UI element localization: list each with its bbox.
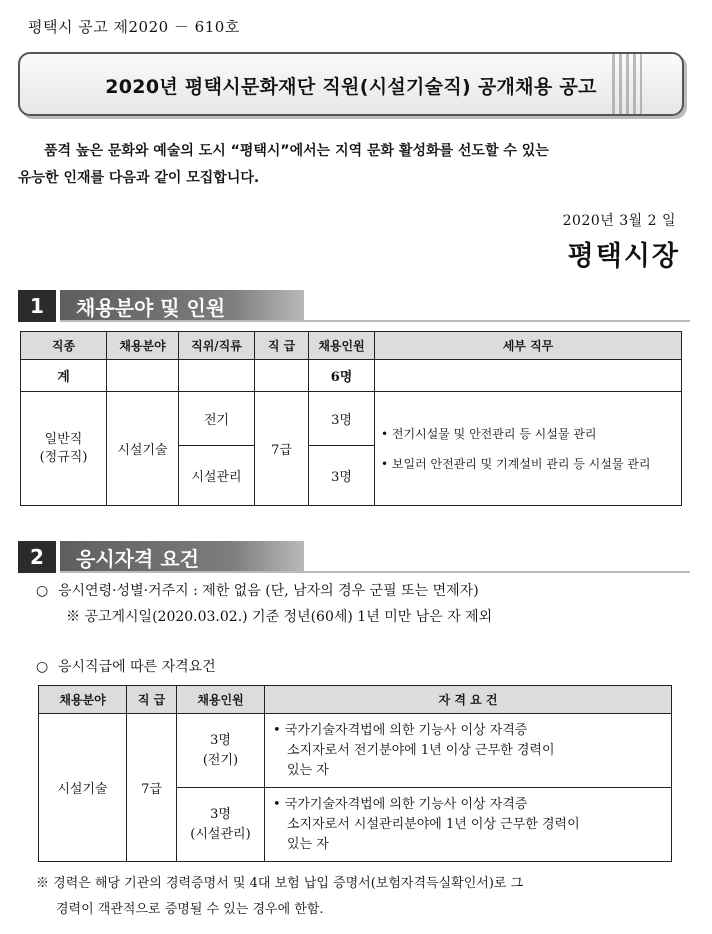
section-2-number: 2	[18, 541, 56, 573]
header-cell: 채용분야	[39, 686, 127, 714]
field-cell: 시설기술	[107, 392, 179, 506]
grade-cell: 7급	[127, 714, 177, 862]
position-name: 시설관리	[179, 446, 255, 506]
section-1-header	[18, 290, 304, 322]
title-box	[18, 52, 684, 116]
intro-line-1: 품격 높은 문화와 예술의 도시 “평택시”에서는 지역 문화 활성화를 선도할 수 있는	[44, 143, 549, 159]
footnote-line-1: ※ 경력은 해당 기관의 경력증명서 및 4대 보험 납입 증명서(보험자격득실확인서)로 그	[36, 876, 524, 891]
table-row	[21, 392, 682, 446]
position-count: 3명	[309, 392, 375, 446]
position-count: 3명	[309, 446, 375, 506]
total-label: 계	[21, 360, 107, 392]
intro-paragraph	[18, 138, 688, 192]
header-cell: 직위/직류	[179, 332, 255, 360]
section-1-title: 채용분야 및 인원	[60, 290, 304, 322]
requirement-cell: • 국가기술자격법에 의한 기능사 이상 자격증 소지자로서 전기분야에 1년 이상 근무한 경력이 있는 자	[265, 714, 672, 788]
circle-bullet-icon: ○	[36, 659, 49, 675]
section-1-divider	[60, 320, 690, 322]
header-cell: 직 급	[255, 332, 309, 360]
grade-cell: 7급	[255, 392, 309, 506]
requirement-cell: • 국가기술자격법에 의한 기능사 이상 자격증 소지자로서 시설관리분야에 1년 이상 근무한 경력이 있는 자	[265, 788, 672, 862]
duties-cell	[375, 392, 682, 506]
notice-date: 2020년 3월 2 일	[562, 213, 676, 229]
header-cell: 자 격 요 건	[265, 686, 672, 714]
header-cell: 직종	[21, 332, 107, 360]
title-decoration	[612, 54, 642, 114]
field-cell: 시설기술	[39, 714, 127, 862]
table-header-row	[39, 686, 672, 714]
section-1-number: 1	[18, 290, 56, 322]
total-row	[21, 360, 682, 392]
table-header-row	[21, 332, 682, 360]
circle-bullet-icon: ○	[36, 583, 49, 599]
position-name: 전기	[179, 392, 255, 446]
qualification-table	[38, 685, 672, 862]
header-cell: 채용인원	[309, 332, 375, 360]
issuer-name: 평택시장	[567, 241, 680, 272]
header-cell: 직 급	[127, 686, 177, 714]
notice-number: 평택시 공고 제2020 － 610호	[28, 18, 240, 36]
empty-cell	[255, 360, 309, 392]
count-cell: 3명 (시설관리)	[177, 788, 265, 862]
section-2-divider	[60, 571, 690, 573]
page-title: 2020년 평택시문화재단 직원(시설기술직) 공개채용 공고	[105, 76, 597, 98]
total-count: 6명	[309, 360, 375, 392]
age-note: ※ 공고게시일(2020.03.02.) 기준 정년(60세) 1년 미만 남은 자 제외	[66, 609, 493, 625]
footnote-line-2: 경력이 객관적으로 증명될 수 있는 경우에 한함.	[56, 902, 324, 917]
empty-cell	[179, 360, 255, 392]
section-2-header	[18, 541, 304, 573]
table-row	[39, 714, 672, 788]
header-cell: 채용분야	[107, 332, 179, 360]
duty-item: • 보일러 안전관리 및 기계설비 관리 등 시설물 관리	[381, 456, 651, 471]
header-cell: 채용인원	[177, 686, 265, 714]
recruitment-table	[20, 331, 682, 506]
duty-item: • 전기시설물 및 안전관리 등 시설물 관리	[381, 426, 597, 441]
empty-cell	[375, 360, 682, 392]
count-cell: 3명 (전기)	[177, 714, 265, 788]
empty-cell	[107, 360, 179, 392]
section-2-title: 응시자격 요건	[60, 541, 304, 573]
qualification-item-1: ○ 응시연령·성별·거주지 : 제한 없음 (단, 남자의 경우 군필 또는 면제자)	[36, 583, 479, 599]
intro-line-2: 유능한 인재를 다음과 같이 모집합니다.	[18, 170, 260, 186]
header-cell: 세부 직무	[375, 332, 682, 360]
qualification-item-2: ○ 응시직급에 따른 자격요건	[36, 659, 216, 675]
job-type: 일반직 (정규직)	[21, 392, 107, 506]
